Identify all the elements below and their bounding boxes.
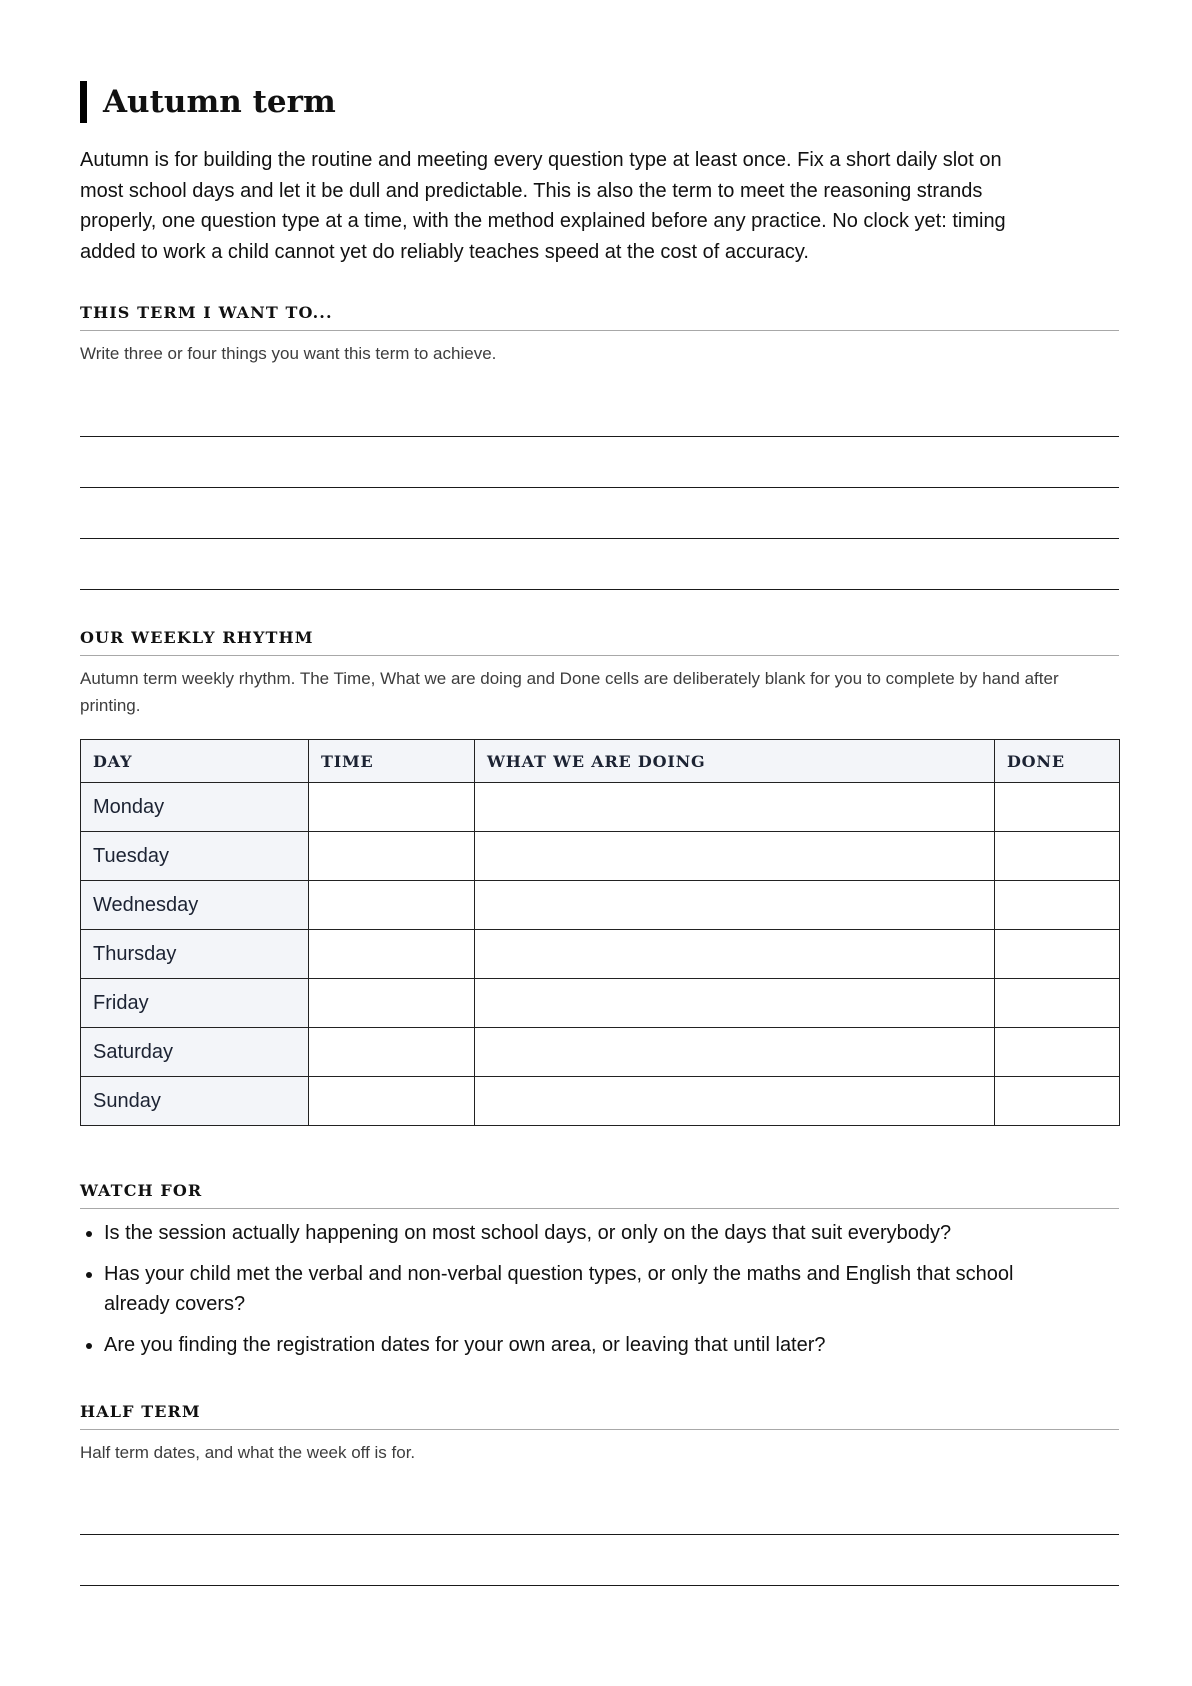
page-title: Autumn term: [103, 84, 336, 120]
day-cell: Friday: [81, 979, 309, 1028]
done-cell[interactable]: [995, 930, 1120, 979]
day-cell: Monday: [81, 783, 309, 832]
activity-cell[interactable]: [475, 881, 995, 930]
done-cell[interactable]: [995, 1028, 1120, 1077]
half-term-write-line[interactable]: [80, 1585, 1119, 1586]
day-cell: Tuesday: [81, 832, 309, 881]
goals-write-line[interactable]: [80, 589, 1119, 590]
activity-cell[interactable]: [475, 1077, 995, 1126]
table-header-row: [81, 740, 1120, 783]
table-row: [81, 783, 1120, 832]
half-term-subtext: Half term dates, and what the week off is for.: [80, 1443, 416, 1462]
table-row: [81, 881, 1120, 930]
activity-cell[interactable]: [475, 832, 995, 881]
goals-write-line[interactable]: [80, 487, 1119, 488]
done-cell[interactable]: [995, 783, 1120, 832]
time-cell[interactable]: [309, 832, 475, 881]
time-cell[interactable]: [309, 783, 475, 832]
goals-heading: THIS TERM I WANT TO...: [80, 303, 1119, 331]
table-row: [81, 979, 1120, 1028]
day-cell: Sunday: [81, 1077, 309, 1126]
done-cell[interactable]: [995, 979, 1120, 1028]
time-cell[interactable]: [309, 881, 475, 930]
time-cell[interactable]: [309, 979, 475, 1028]
table-row: [81, 1077, 1120, 1126]
done-cell[interactable]: [995, 1077, 1120, 1126]
table-row: [81, 1028, 1120, 1077]
watch-list: [80, 1218, 1084, 1371]
done-cell[interactable]: [995, 832, 1120, 881]
time-cell[interactable]: [309, 1077, 475, 1126]
list-item: • Has your child met the verbal and non-verbal question types, or only the maths and English that school already covers?: [104, 1259, 1084, 1319]
list-item: • Are you finding the registration dates for your own area, or leaving that until later?: [104, 1330, 1084, 1360]
column-header-done: DONE: [995, 740, 1120, 783]
column-header-time: TIME: [309, 740, 475, 783]
table-row: [81, 832, 1120, 881]
title-accent-bar: [80, 81, 87, 123]
activity-cell[interactable]: [475, 783, 995, 832]
weekly-rhythm-table: [80, 739, 1120, 1126]
column-header-activity: WHAT WE ARE DOING: [475, 740, 995, 783]
time-cell[interactable]: [309, 1028, 475, 1077]
rhythm-subtext: Autumn term weekly rhythm. The Time, What we are doing and Done cells are deliberately blank for you to complete by hand after printing.: [80, 669, 1059, 715]
title-block: [80, 81, 336, 123]
half-term-heading: HALF TERM: [80, 1402, 1119, 1430]
activity-cell[interactable]: [475, 1028, 995, 1077]
goals-write-line[interactable]: [80, 436, 1119, 437]
column-header-day: DAY: [81, 740, 309, 783]
day-cell: Thursday: [81, 930, 309, 979]
intro-paragraph: Autumn is for building the routine and meeting every question type at least once. Fix a short daily slot on most school days and let it be dull and predictable. This is also the term to meet the reasoning strands properly, one question type at a time, with the method explained before any practice. No clock yet: timing added to work a child cannot yet do reliably teaches speed at the cost of accuracy.: [80, 149, 1006, 263]
activity-cell[interactable]: [475, 979, 995, 1028]
goals-write-line[interactable]: [80, 538, 1119, 539]
time-cell[interactable]: [309, 930, 475, 979]
activity-cell[interactable]: [475, 930, 995, 979]
list-item: • Is the session actually happening on most school days, or only on the days that suit everybody?: [104, 1218, 1084, 1248]
watch-heading: WATCH FOR: [80, 1181, 1119, 1209]
goals-subtext: Write three or four things you want this term to achieve.: [80, 344, 497, 363]
table-row: [81, 930, 1120, 979]
rhythm-heading: OUR WEEKLY RHYTHM: [80, 628, 1119, 656]
day-cell: Wednesday: [81, 881, 309, 930]
done-cell[interactable]: [995, 881, 1120, 930]
day-cell: Saturday: [81, 1028, 309, 1077]
half-term-write-line[interactable]: [80, 1534, 1119, 1535]
